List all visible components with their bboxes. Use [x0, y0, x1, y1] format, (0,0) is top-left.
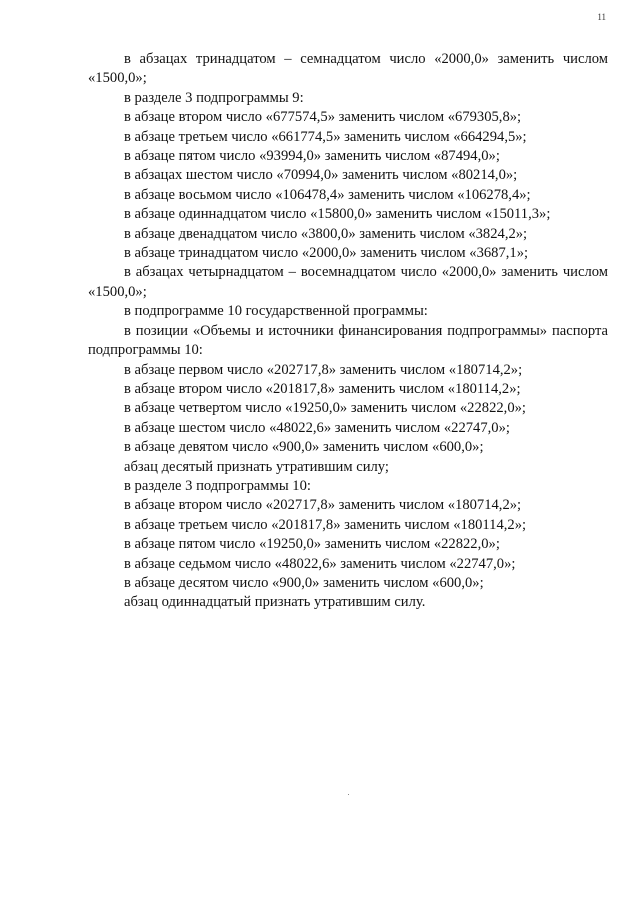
paragraph-10: в абзаце тринадцатом число «2000,0» заменить числом «3687,1»; — [124, 245, 529, 262]
paragraph-17: в абзаце шестом число «48022,6» заменить числом «22747,0»; — [124, 419, 510, 436]
paragraph-3: в абзаце втором число «677574,5» заменить числом «679305,8»; — [124, 109, 522, 126]
paragraph-5: в абзаце пятом число «93994,0» заменить числом «87494,0»; — [124, 148, 500, 165]
page-number: 11 — [597, 12, 606, 22]
paragraph-23: в абзаце пятом число «19250,0» заменить числом «22822,0»; — [124, 536, 500, 553]
document-body — [88, 50, 608, 613]
paragraph-11: в абзацах четырнадцатом – восемнадцатом число «2000,0» заменить числом «1500,0»; — [88, 264, 608, 300]
paragraph-12: в подпрограмме 10 государственной программы: — [124, 303, 428, 320]
paragraph-13: в позиции «Объемы и источники финансирования подпрограммы» паспорта подпрограммы 10: — [88, 322, 608, 359]
scan-speck — [348, 794, 349, 795]
paragraph-24: в абзаце седьмом число «48022,6» заменить числом «22747,0»; — [124, 555, 516, 572]
paragraph-4: в абзаце третьем число «661774,5» заменить числом «664294,5»; — [124, 128, 527, 145]
paragraph-20: в разделе 3 подпрограммы 10: — [124, 477, 311, 494]
paragraph-25: в абзаце десятом число «900,0» заменить числом «600,0»; — [124, 574, 484, 591]
paragraph-7: в абзаце восьмом число «106478,4» заменить числом «106278,4»; — [124, 186, 531, 203]
paragraph-9: в абзаце двенадцатом число «3800,0» заменить числом «3824,2»; — [124, 225, 528, 242]
paragraph-19: абзац десятый признать утратившим силу; — [124, 458, 389, 475]
paragraph-21: в абзаце втором число «202717,8» заменить числом «180714,2»; — [124, 497, 522, 514]
paragraph-2: в разделе 3 подпрограммы 9: — [124, 89, 304, 106]
paragraph-6: в абзацах шестом число «70994,0» заменить числом «80214,0»; — [124, 167, 518, 184]
paragraph-1: в абзацах тринадцатом – семнадцатом число «2000,0» заменить числом «1500,0»; — [88, 51, 608, 87]
paragraph-22: в абзаце третьем число «201817,8» заменить числом «180114,2»; — [124, 516, 527, 533]
paragraph-18: в абзаце девятом число «900,0» заменить числом «600,0»; — [124, 439, 484, 456]
paragraph-15: в абзаце втором число «201817,8» заменить числом «180114,2»; — [124, 380, 521, 397]
paragraph-16: в абзаце четвертом число «19250,0» заменить числом «22822,0»; — [124, 400, 526, 417]
paragraph-26: абзац одиннадцатый признать утратившим силу. — [124, 594, 426, 611]
paragraph-14: в абзаце первом число «202717,8» заменить числом «180714,2»; — [124, 361, 523, 378]
paragraph-8: в абзаце одиннадцатом число «15800,0» заменить числом «15011,3»; — [124, 206, 551, 223]
